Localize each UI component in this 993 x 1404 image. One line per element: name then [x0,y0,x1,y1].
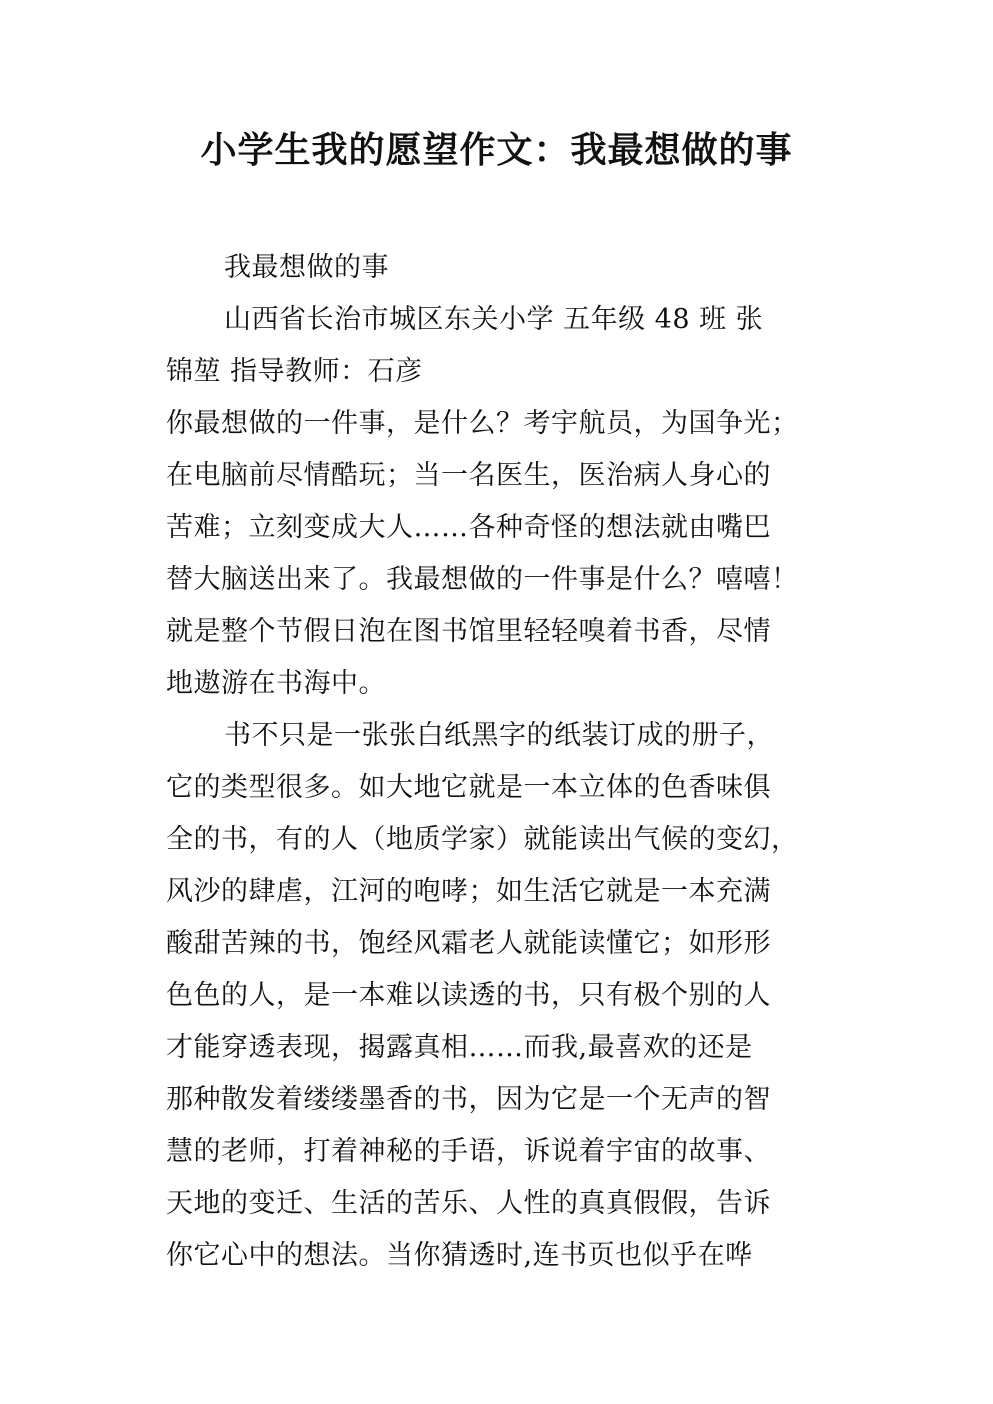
document-title: 小学生我的愿望作文：我最想做的事 [200,130,793,171]
text-line: 在电脑前尽情酷玩；当一名医生，医治病人身心的 [166,460,771,491]
text-line: 书不只是一张张白纸黑字的纸装订成的册子， [224,720,774,751]
text-line: 我最想做的事 [224,252,389,283]
text-line: 慧的老师，打着神秘的手语，诉说着宇宙的故事、 [166,1136,771,1167]
text-line: 你它心中的想法。当你猜透时,连书页也似乎在哗 [166,1240,753,1271]
text-line: 山西省长治市城区东关小学 五年级 48 班 张 [224,304,764,335]
text-line: 才能穿透表现，揭露真相……而我,最喜欢的还是 [166,1032,753,1063]
text-line: 锦堃 指导教师：石彦 [166,356,423,387]
text-line: 全的书，有的人（地质学家）就能读出气候的变幻， [166,824,799,855]
text-line: 替大脑送出来了。我最想做的一件事是什么？嘻嘻！ [166,564,799,595]
text-line: 风沙的肆虐，江河的咆哮；如生活它就是一本充满 [166,876,771,907]
text-line: 地遨游在书海中。 [166,668,386,699]
text-line: 苦难；立刻变成大人……各种奇怪的想法就由嘴巴 [166,512,771,543]
text-line: 那种散发着缕缕墨香的书，因为它是一个无声的智 [166,1084,771,1115]
document-body [166,242,846,1282]
text-line: 就是整个节假日泡在图书馆里轻轻嗅着书香，尽情 [166,616,771,647]
text-line: 天地的变迁、生活的苦乐、人性的真真假假，告诉 [166,1188,771,1219]
text-line: 你最想做的一件事，是什么？考宇航员，为国争光； [166,408,799,439]
text-line: 它的类型很多。如大地它就是一本立体的色香味俱 [166,772,771,803]
text-line: 酸甜苦辣的书，饱经风霜老人就能读懂它；如形形 [166,928,771,959]
text-line: 色色的人，是一本难以读透的书，只有极个别的人 [166,980,771,1011]
